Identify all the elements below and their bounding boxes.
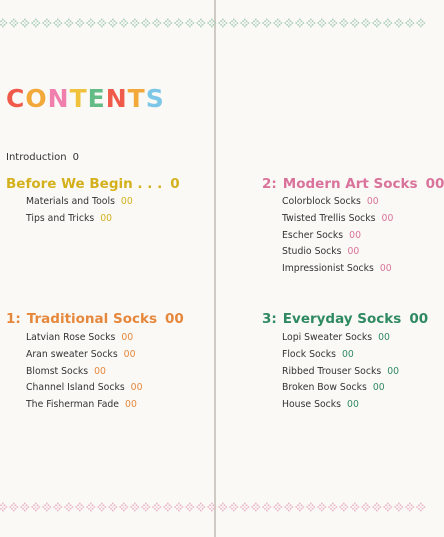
title-letter: C xyxy=(6,84,26,113)
chapter-heading[interactable] xyxy=(262,311,428,328)
chapter-heading[interactable] xyxy=(6,176,180,193)
toc-entry-label: Flock Socks xyxy=(282,348,336,360)
toc-entry[interactable] xyxy=(282,246,359,258)
toc-entry-page: 00 xyxy=(366,196,379,207)
toc-entry-page: 00 xyxy=(125,399,137,411)
title-letter: O xyxy=(25,84,48,113)
bottom-diamond-border xyxy=(0,497,430,517)
toc-entry-label: Colorblock Socks xyxy=(282,196,361,207)
toc-entry-page: 00 xyxy=(379,263,392,275)
toc-entry[interactable] xyxy=(26,332,133,344)
toc-entry-label: Twisted Trellis Socks xyxy=(282,212,376,224)
toc-entry-label: Latvian Rose Socks xyxy=(26,332,116,343)
left-page xyxy=(0,0,214,537)
top-diamond-border xyxy=(0,13,430,33)
toc-entry-label: Broken Bow Socks xyxy=(282,382,367,394)
toc-entry-label: Channel Island Socks xyxy=(26,382,125,394)
toc-entry[interactable] xyxy=(26,366,106,378)
chapter-heading[interactable] xyxy=(6,311,184,328)
toc-entry-page: 00 xyxy=(94,365,106,377)
toc-entry[interactable] xyxy=(282,213,393,225)
chapter-title: Modern Art Socks xyxy=(282,176,418,192)
toc-entry-label: Impressionist Socks xyxy=(282,263,374,275)
toc-entry-label: Aran sweater Socks xyxy=(26,348,118,360)
title-letter: N xyxy=(47,84,70,113)
toc-entry[interactable] xyxy=(26,196,133,208)
toc-entry-label: Lopi Sweater Socks xyxy=(282,332,373,343)
chapter-title: Everyday Socks xyxy=(282,311,402,327)
toc-entry-page: 00 xyxy=(381,212,394,224)
toc-entry-page: 00 xyxy=(378,332,390,343)
toc-entry-page: 00 xyxy=(342,348,354,360)
title-letter: T xyxy=(69,84,88,113)
toc-entry-label: Blomst Socks xyxy=(26,365,89,377)
toc-entry-page: 00 xyxy=(130,382,143,394)
title-letter: E xyxy=(87,84,106,113)
toc-entry-label: House Socks xyxy=(282,399,342,411)
title-letter: S xyxy=(145,84,165,113)
toc-entry-page: 00 xyxy=(121,332,134,343)
toc-entry[interactable] xyxy=(26,382,143,394)
toc-entry-label: The Fisherman Fade xyxy=(26,399,120,411)
toc-entry[interactable] xyxy=(26,213,112,225)
introduction-page: 0 xyxy=(72,152,79,163)
toc-entry-page: 00 xyxy=(347,246,360,258)
toc-entry-label: Materials and Tools xyxy=(26,196,115,207)
chapter-title: Traditional Socks xyxy=(26,311,157,327)
chapter-number: 3: xyxy=(262,311,277,327)
toc-entry[interactable] xyxy=(282,230,361,242)
toc-entry[interactable] xyxy=(282,382,385,394)
toc-entry-page: 00 xyxy=(349,229,361,241)
chapter-page: 00 xyxy=(425,176,444,192)
toc-entry[interactable] xyxy=(26,399,137,411)
title-letter: N xyxy=(105,84,128,113)
toc-entry[interactable] xyxy=(282,399,359,411)
toc-entry[interactable] xyxy=(282,332,390,344)
toc-entry[interactable] xyxy=(282,349,354,361)
chapter-page: 00 xyxy=(165,311,184,327)
toc-entry-page: 00 xyxy=(123,348,136,360)
contents-title xyxy=(6,84,165,114)
toc-entry[interactable] xyxy=(282,263,392,275)
introduction-label: Introduction xyxy=(6,152,67,163)
chapter-heading[interactable] xyxy=(262,176,444,193)
toc-entry[interactable] xyxy=(282,366,399,378)
chapter-number: 1: xyxy=(6,311,21,327)
toc-entry-page: 00 xyxy=(100,212,113,224)
chapter-number: 2: xyxy=(262,176,277,192)
toc-entry-page: 00 xyxy=(387,365,400,377)
toc-entry[interactable] xyxy=(26,349,136,361)
toc-entry-page: 00 xyxy=(120,196,133,207)
chapter-page: 00 xyxy=(409,311,429,327)
toc-entry-label: Studio Socks xyxy=(282,246,342,258)
chapter-title: Before We Begin . . . xyxy=(6,176,163,192)
toc-entry-page: 00 xyxy=(347,399,359,411)
toc-entry[interactable] xyxy=(282,196,379,208)
title-letter: T xyxy=(127,84,146,113)
toc-entry-label: Tips and Tricks xyxy=(26,212,95,224)
toc-entry-page: 00 xyxy=(372,382,385,394)
toc-introduction[interactable] xyxy=(6,151,79,164)
toc-entry-label: Escher Socks xyxy=(282,229,344,241)
toc-entry-label: Ribbed Trouser Socks xyxy=(282,365,382,377)
chapter-page: 0 xyxy=(170,176,180,192)
